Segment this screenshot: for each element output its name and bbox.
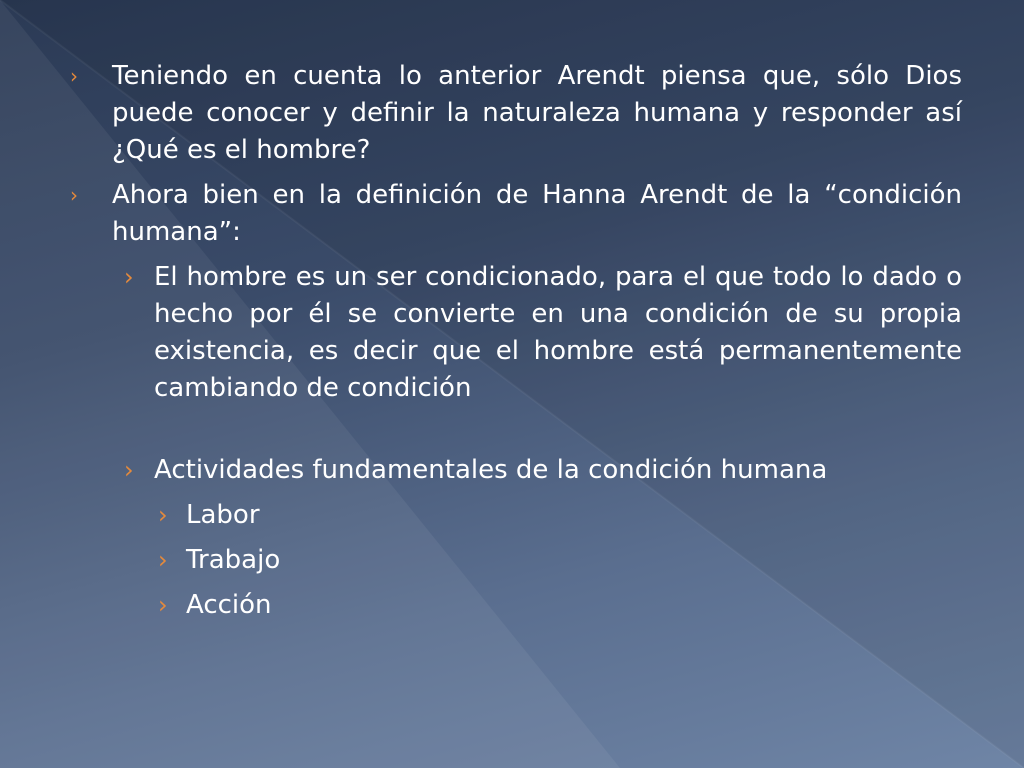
sub-bullet-text-2: Actividades fundamentales de la condición humana	[154, 455, 828, 485]
chevron-bullet-icon: ›	[124, 456, 134, 484]
sub-bullet-text-1: El hombre es un ser condicionado, para el que todo lo dado o hecho por él se convierte en una condición de su propia existencia, es decir que el hombre está permanentemente cambiando de condición	[154, 262, 962, 403]
bullet-item-2	[70, 177, 962, 251]
sub-bullet-item-1	[124, 259, 962, 407]
sub-sub-bullet-text-1: Labor	[186, 500, 260, 530]
sub-bullet-item-2	[124, 452, 962, 489]
bullet-text-2: Ahora bien en la definición de Hanna Arendt de la “condición humana”:	[112, 180, 962, 247]
bullet-text-1: Teniendo en cuenta lo anterior Arendt piensa que, sólo Dios puede conocer y definir la naturaleza humana y responder así ¿Qué es el hombre?	[112, 61, 962, 165]
chevron-bullet-icon: ›	[70, 64, 78, 88]
sub-sub-bullet-item-2	[158, 542, 962, 579]
sub-sub-bullet-item-3	[158, 587, 962, 624]
bullet-item-1	[70, 58, 962, 169]
sub-sub-bullet-item-1	[158, 497, 962, 534]
chevron-bullet-icon: ›	[158, 591, 168, 619]
chevron-bullet-icon: ›	[158, 546, 168, 574]
chevron-bullet-icon: ›	[124, 263, 134, 291]
chevron-bullet-icon: ›	[70, 183, 78, 207]
chevron-bullet-icon: ›	[158, 501, 168, 529]
sub-sub-bullet-text-2: Trabajo	[186, 545, 281, 575]
sub-sub-bullet-text-3: Acción	[186, 590, 272, 620]
spacer	[70, 415, 962, 452]
slide-content	[70, 58, 962, 632]
